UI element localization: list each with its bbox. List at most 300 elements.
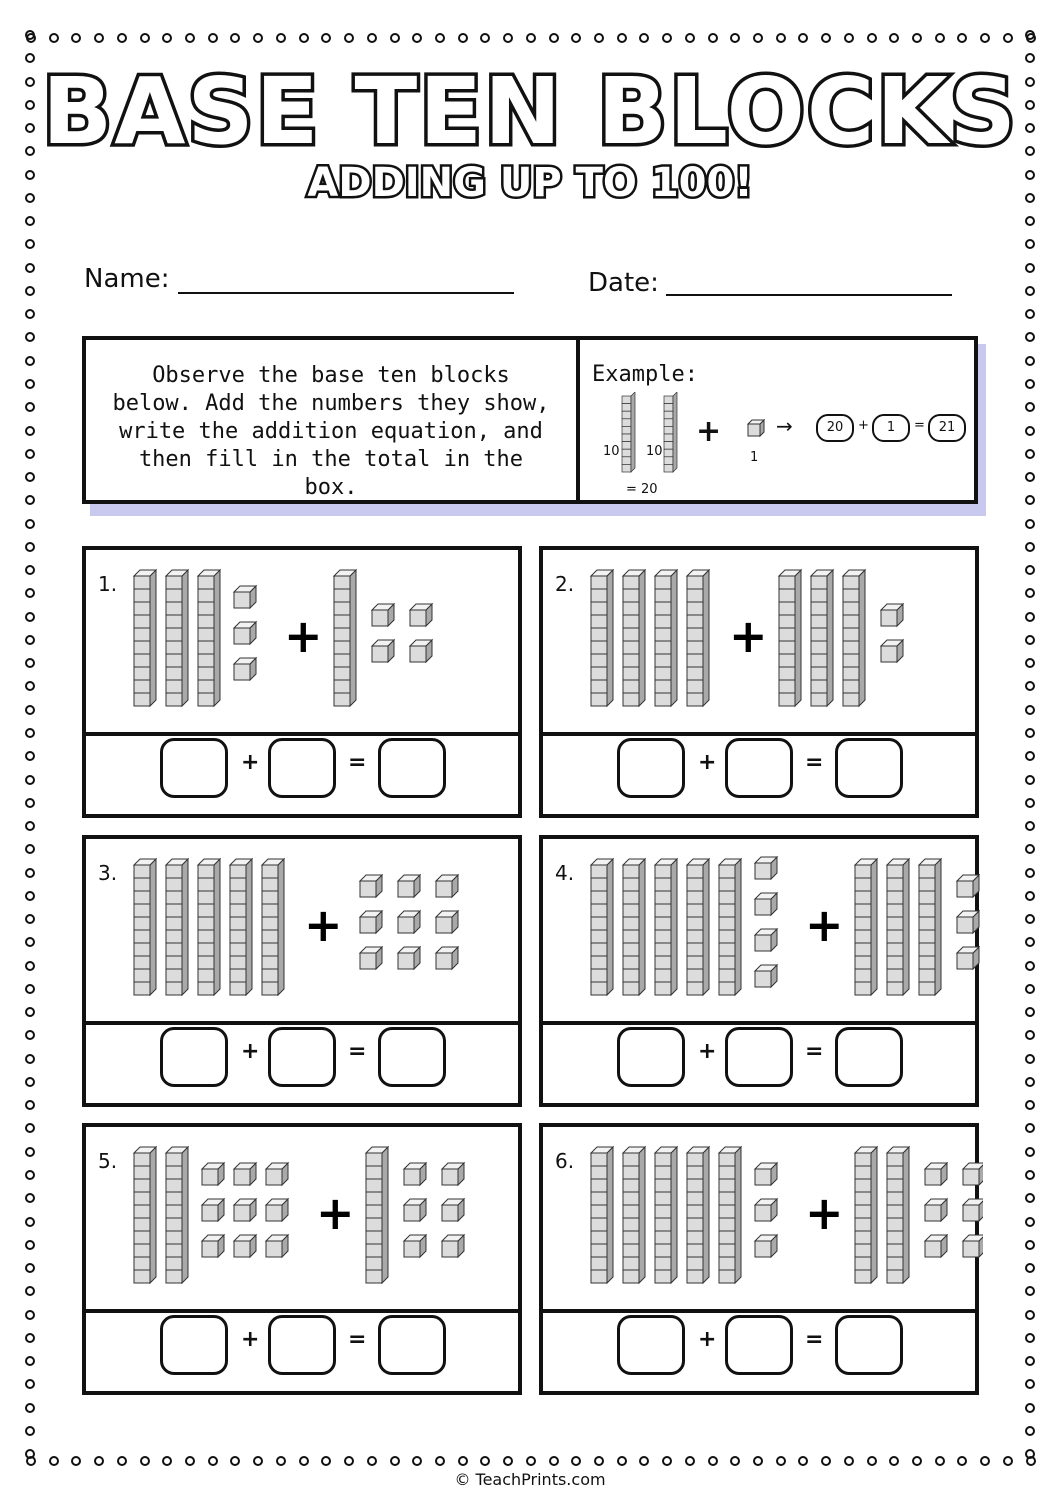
- border-dot: [617, 1456, 627, 1466]
- example-plus-icon: +: [696, 414, 722, 449]
- border-dot: [1025, 751, 1035, 761]
- unit-cube: [436, 911, 458, 933]
- border-dot: [1025, 1240, 1035, 1250]
- border-dot: [1025, 472, 1035, 482]
- ten-rod: [687, 859, 709, 995]
- example-cube-label: 1: [750, 450, 759, 465]
- border-dot: [1025, 1193, 1035, 1203]
- border-dot: [25, 449, 35, 459]
- border-dot: [25, 1449, 35, 1459]
- plus-icon: +: [805, 898, 844, 952]
- dotted-border-right: [1024, 30, 1036, 1460]
- unit-cube: [234, 1199, 256, 1221]
- border-dot: [140, 33, 150, 43]
- date-field[interactable]: [666, 294, 952, 296]
- page-subtitle: ADDING UP TO 100!: [307, 160, 753, 206]
- border-dot: [25, 1356, 35, 1366]
- sum-box[interactable]: [378, 738, 446, 798]
- border-dot: [1025, 1379, 1035, 1389]
- dotted-border-left: [24, 30, 36, 1460]
- border-dot: [957, 1456, 967, 1466]
- border-dot: [25, 332, 35, 342]
- unit-cube: [957, 875, 979, 897]
- unit-cube: [234, 586, 256, 608]
- unit-cube: [410, 604, 432, 626]
- addend-1-box[interactable]: [160, 1027, 228, 1087]
- border-dot: [25, 1193, 35, 1203]
- border-dot: [458, 1456, 468, 1466]
- ten-rod: [623, 570, 645, 706]
- problem-card: [539, 1123, 979, 1395]
- border-dot: [25, 216, 35, 226]
- unit-cube: [957, 947, 979, 969]
- problem-card: [82, 546, 522, 818]
- ten-rod: [134, 859, 156, 995]
- addend-2-box[interactable]: [268, 1315, 336, 1375]
- border-dot: [1025, 984, 1035, 994]
- base-ten-blocks: [126, 1133, 526, 1303]
- border-dot: [526, 1456, 536, 1466]
- unit-cube: [755, 1199, 777, 1221]
- ten-rod: [334, 570, 356, 706]
- addend-1-box[interactable]: [617, 1315, 685, 1375]
- addend-2-box[interactable]: [268, 738, 336, 798]
- dotted-border-top: [26, 32, 1036, 44]
- border-dot: [1025, 1054, 1035, 1064]
- border-dot: [25, 1054, 35, 1064]
- unit-cube: [372, 640, 394, 662]
- problem-number: 6.: [555, 1149, 575, 1173]
- border-dot: [1025, 868, 1035, 878]
- border-dot: [390, 33, 400, 43]
- border-dot: [25, 1426, 35, 1436]
- example-box-a: 20: [816, 414, 854, 442]
- example-op-eq: =: [914, 418, 925, 433]
- border-dot: [25, 519, 35, 529]
- border-dot: [639, 1456, 649, 1466]
- ten-rod: [262, 859, 284, 995]
- border-dot: [25, 961, 35, 971]
- border-dot: [344, 1456, 354, 1466]
- unit-cube: [925, 1163, 947, 1185]
- sum-box[interactable]: [835, 1027, 903, 1087]
- unit-cube: [442, 1163, 464, 1185]
- border-dot: [1025, 821, 1035, 831]
- unit-cube: [755, 1235, 777, 1257]
- problem-number: 1.: [98, 572, 118, 596]
- border-dot: [25, 612, 35, 622]
- border-dot: [776, 33, 786, 43]
- unit-cube: [755, 929, 777, 951]
- border-dot: [1025, 402, 1035, 412]
- border-dot: [639, 33, 649, 43]
- border-dot: [25, 728, 35, 738]
- ten-rod: [623, 859, 645, 995]
- border-dot: [253, 33, 263, 43]
- unit-cube: [234, 658, 256, 680]
- border-dot: [25, 1286, 35, 1296]
- border-dot: [594, 1456, 604, 1466]
- unit-cube: [360, 875, 382, 897]
- addend-1-box[interactable]: [160, 1315, 228, 1375]
- border-dot: [25, 286, 35, 296]
- base-ten-blocks: [583, 845, 983, 1015]
- border-dot: [1025, 263, 1035, 273]
- plus-sign: +: [241, 1327, 260, 1352]
- problem-blocks-area: [86, 550, 518, 736]
- border-dot: [1025, 844, 1035, 854]
- border-dot: [1025, 332, 1035, 342]
- dotted-border-bottom: [26, 1455, 1036, 1467]
- ten-rod: [919, 859, 941, 995]
- name-field[interactable]: [178, 292, 514, 294]
- border-dot: [25, 821, 35, 831]
- unit-cube: [266, 1235, 288, 1257]
- addend-1-box[interactable]: [160, 738, 228, 798]
- ten-rod: [198, 570, 220, 706]
- border-dot: [1025, 914, 1035, 924]
- footer-copyright: © TeachPrints.com: [454, 1470, 606, 1489]
- unit-cube: [957, 911, 979, 933]
- border-dot: [25, 1100, 35, 1110]
- unit-cube: [436, 947, 458, 969]
- unit-cube: [360, 947, 382, 969]
- border-dot: [25, 356, 35, 366]
- example-box-sum: 21: [928, 414, 966, 442]
- unit-cube: [881, 640, 903, 662]
- unit-cube: [963, 1163, 983, 1185]
- ten-rod: [843, 570, 865, 706]
- unit-cube: [755, 857, 777, 879]
- border-dot: [1025, 542, 1035, 552]
- border-dot: [1003, 33, 1013, 43]
- border-dot: [25, 844, 35, 854]
- border-dot: [1025, 1449, 1035, 1459]
- border-dot: [435, 33, 445, 43]
- equation-row: [86, 1305, 518, 1391]
- border-dot: [708, 33, 718, 43]
- border-dot: [957, 33, 967, 43]
- instructions-text: Observe the base ten blocks below. Add the numbers they show, write the addition equation, and then fill in the total in the box.: [112, 363, 550, 500]
- border-dot: [798, 1456, 808, 1466]
- border-dot: [25, 402, 35, 412]
- unit-cube: [398, 875, 420, 897]
- border-dot: [1025, 1077, 1035, 1087]
- border-dot: [1025, 379, 1035, 389]
- border-dot: [25, 379, 35, 389]
- border-dot: [25, 542, 35, 552]
- border-dot: [1025, 891, 1035, 901]
- equals-sign: =: [805, 750, 824, 775]
- ten-rod: [655, 1147, 677, 1283]
- unit-cube: [755, 1163, 777, 1185]
- unit-cube: [436, 875, 458, 897]
- border-dot: [685, 33, 695, 43]
- border-dot: [49, 1456, 59, 1466]
- problem-number: 5.: [98, 1149, 118, 1173]
- border-dot: [753, 33, 763, 43]
- border-dot: [1025, 775, 1035, 785]
- border-dot: [230, 1456, 240, 1466]
- unit-cube: [925, 1235, 947, 1257]
- border-dot: [276, 33, 286, 43]
- border-dot: [1003, 1456, 1013, 1466]
- ten-rod: [134, 570, 156, 706]
- border-dot: [25, 891, 35, 901]
- border-dot: [1025, 588, 1035, 598]
- border-dot: [549, 33, 559, 43]
- unit-cube: [881, 604, 903, 626]
- plus-sign: +: [241, 750, 260, 775]
- example-blocks: [592, 392, 772, 482]
- border-dot: [71, 1456, 81, 1466]
- border-dot: [1025, 1007, 1035, 1017]
- border-dot: [25, 565, 35, 575]
- sum-box[interactable]: [835, 1315, 903, 1375]
- ten-rod: [166, 859, 188, 995]
- problem-number: 3.: [98, 861, 118, 885]
- border-dot: [1025, 1403, 1035, 1413]
- base-ten-blocks: [583, 556, 983, 726]
- equals-sign: =: [348, 750, 367, 775]
- instructions-box: [82, 336, 978, 504]
- ten-rod: [166, 1147, 188, 1283]
- border-dot: [571, 1456, 581, 1466]
- plus-sign: +: [241, 1039, 260, 1064]
- border-dot: [344, 33, 354, 43]
- unit-cube: [755, 893, 777, 915]
- border-dot: [1025, 565, 1035, 575]
- ten-rod: [591, 570, 613, 706]
- border-dot: [25, 798, 35, 808]
- unit-cube: [755, 965, 777, 987]
- unit-cube: [234, 1235, 256, 1257]
- border-dot: [25, 495, 35, 505]
- problem-blocks-area: [543, 1127, 975, 1313]
- border-dot: [503, 33, 513, 43]
- border-dot: [912, 1456, 922, 1466]
- addend-1-box[interactable]: [617, 1027, 685, 1087]
- plus-icon: +: [805, 1186, 844, 1240]
- border-dot: [25, 1077, 35, 1087]
- border-dot: [1025, 705, 1035, 715]
- border-dot: [49, 33, 59, 43]
- border-dot: [730, 33, 740, 43]
- border-dot: [367, 1456, 377, 1466]
- border-dot: [25, 1240, 35, 1250]
- problem-card: [82, 835, 522, 1107]
- border-dot: [480, 33, 490, 43]
- unit-cube: [442, 1235, 464, 1257]
- unit-cube: [234, 622, 256, 644]
- border-dot: [730, 1456, 740, 1466]
- addend-1-box[interactable]: [617, 738, 685, 798]
- ten-rod: [198, 859, 220, 995]
- border-dot: [1025, 1147, 1035, 1157]
- border-dot: [1025, 681, 1035, 691]
- ten-rod: [811, 570, 833, 706]
- ten-rod: [230, 859, 252, 995]
- problem-number: 2.: [555, 572, 575, 596]
- border-dot: [844, 33, 854, 43]
- plus-icon: +: [316, 1186, 355, 1240]
- sum-box[interactable]: [378, 1027, 446, 1087]
- ten-rod: [664, 392, 677, 472]
- border-dot: [1025, 728, 1035, 738]
- border-dot: [1025, 1123, 1035, 1133]
- border-dot: [1025, 1170, 1035, 1180]
- unit-cube: [404, 1235, 426, 1257]
- unit-cube: [360, 911, 382, 933]
- border-dot: [25, 1379, 35, 1389]
- unit-cube: [266, 1163, 288, 1185]
- border-dot: [1025, 1356, 1035, 1366]
- border-dot: [25, 1217, 35, 1227]
- border-dot: [367, 33, 377, 43]
- addend-2-box[interactable]: [725, 1315, 793, 1375]
- border-dot: [230, 33, 240, 43]
- unit-cube: [202, 1199, 224, 1221]
- border-dot: [1025, 635, 1035, 645]
- border-dot: [935, 1456, 945, 1466]
- border-dot: [844, 1456, 854, 1466]
- border-dot: [25, 30, 35, 40]
- equation-row: [86, 728, 518, 814]
- border-dot: [25, 681, 35, 691]
- base-ten-blocks: [583, 1133, 983, 1303]
- sum-box[interactable]: [835, 738, 903, 798]
- border-dot: [821, 33, 831, 43]
- border-dot: [25, 1263, 35, 1273]
- unit-cube: [372, 604, 394, 626]
- plus-icon: +: [304, 898, 343, 952]
- border-dot: [889, 1456, 899, 1466]
- border-dot: [117, 33, 127, 43]
- border-dot: [390, 1456, 400, 1466]
- equation-row: [86, 1017, 518, 1103]
- border-dot: [185, 33, 195, 43]
- border-dot: [1025, 1426, 1035, 1436]
- border-dot: [25, 775, 35, 785]
- plus-icon: +: [729, 609, 768, 663]
- border-dot: [25, 1403, 35, 1413]
- border-dot: [1025, 1333, 1035, 1343]
- ten-rod: [166, 570, 188, 706]
- ten-rod: [655, 570, 677, 706]
- border-dot: [71, 33, 81, 43]
- example-rod-label-1: 10: [603, 444, 620, 459]
- instructions-divider: [576, 340, 580, 500]
- addend-2-box[interactable]: [725, 1027, 793, 1087]
- border-dot: [25, 635, 35, 645]
- border-dot: [1025, 239, 1035, 249]
- border-dot: [1025, 449, 1035, 459]
- border-dot: [662, 33, 672, 43]
- border-dot: [162, 1456, 172, 1466]
- border-dot: [25, 1333, 35, 1343]
- border-dot: [1025, 309, 1035, 319]
- equals-sign: =: [805, 1327, 824, 1352]
- addend-2-box[interactable]: [725, 738, 793, 798]
- border-dot: [25, 937, 35, 947]
- base-ten-blocks: [126, 556, 526, 726]
- border-dot: [25, 1170, 35, 1180]
- unit-cube: [963, 1235, 983, 1257]
- border-dot: [25, 239, 35, 249]
- border-dot: [549, 1456, 559, 1466]
- border-dot: [140, 1456, 150, 1466]
- border-dot: [1025, 1263, 1035, 1273]
- ten-rod: [591, 1147, 613, 1283]
- unit-cube: [963, 1199, 983, 1221]
- example-rods-total: = 20: [626, 482, 658, 497]
- unit-cube: [404, 1199, 426, 1221]
- ten-rod: [622, 392, 635, 472]
- arrow-right-icon: →: [776, 414, 793, 438]
- border-dot: [94, 33, 104, 43]
- problem-blocks-area: [86, 839, 518, 1025]
- sum-box[interactable]: [378, 1315, 446, 1375]
- border-dot: [935, 33, 945, 43]
- example-box-b: 1: [872, 414, 910, 442]
- ten-rod: [687, 570, 709, 706]
- border-dot: [25, 426, 35, 436]
- border-dot: [912, 33, 922, 43]
- unit-cube: [398, 947, 420, 969]
- border-dot: [1025, 1030, 1035, 1040]
- border-dot: [798, 33, 808, 43]
- equals-sign: =: [348, 1327, 367, 1352]
- border-dot: [299, 33, 309, 43]
- border-dot: [1025, 658, 1035, 668]
- unit-cube: [398, 911, 420, 933]
- border-dot: [503, 1456, 513, 1466]
- border-dot: [980, 33, 990, 43]
- addend-2-box[interactable]: [268, 1027, 336, 1087]
- unit-cube: [442, 1199, 464, 1221]
- border-dot: [253, 1456, 263, 1466]
- unit-cube: [404, 1163, 426, 1185]
- border-dot: [25, 705, 35, 715]
- border-dot: [1025, 1310, 1035, 1320]
- equation-row: [543, 728, 975, 814]
- date-label: Date:: [588, 268, 659, 298]
- ten-rod: [855, 859, 877, 995]
- border-dot: [25, 1030, 35, 1040]
- border-dot: [685, 1456, 695, 1466]
- ten-rod: [366, 1147, 388, 1283]
- unit-cube: [234, 1163, 256, 1185]
- border-dot: [94, 1456, 104, 1466]
- border-dot: [25, 588, 35, 598]
- unit-cube: [266, 1199, 288, 1221]
- border-dot: [25, 658, 35, 668]
- border-dot: [117, 1456, 127, 1466]
- plus-sign: +: [698, 1039, 717, 1064]
- unit-cube: [202, 1235, 224, 1257]
- border-dot: [571, 33, 581, 43]
- example-label: Example:: [592, 362, 698, 387]
- border-dot: [458, 33, 468, 43]
- border-dot: [821, 1456, 831, 1466]
- border-dot: [867, 1456, 877, 1466]
- border-dot: [321, 33, 331, 43]
- border-dot: [867, 33, 877, 43]
- border-dot: [299, 1456, 309, 1466]
- border-dot: [662, 1456, 672, 1466]
- border-dot: [208, 1456, 218, 1466]
- border-dot: [208, 33, 218, 43]
